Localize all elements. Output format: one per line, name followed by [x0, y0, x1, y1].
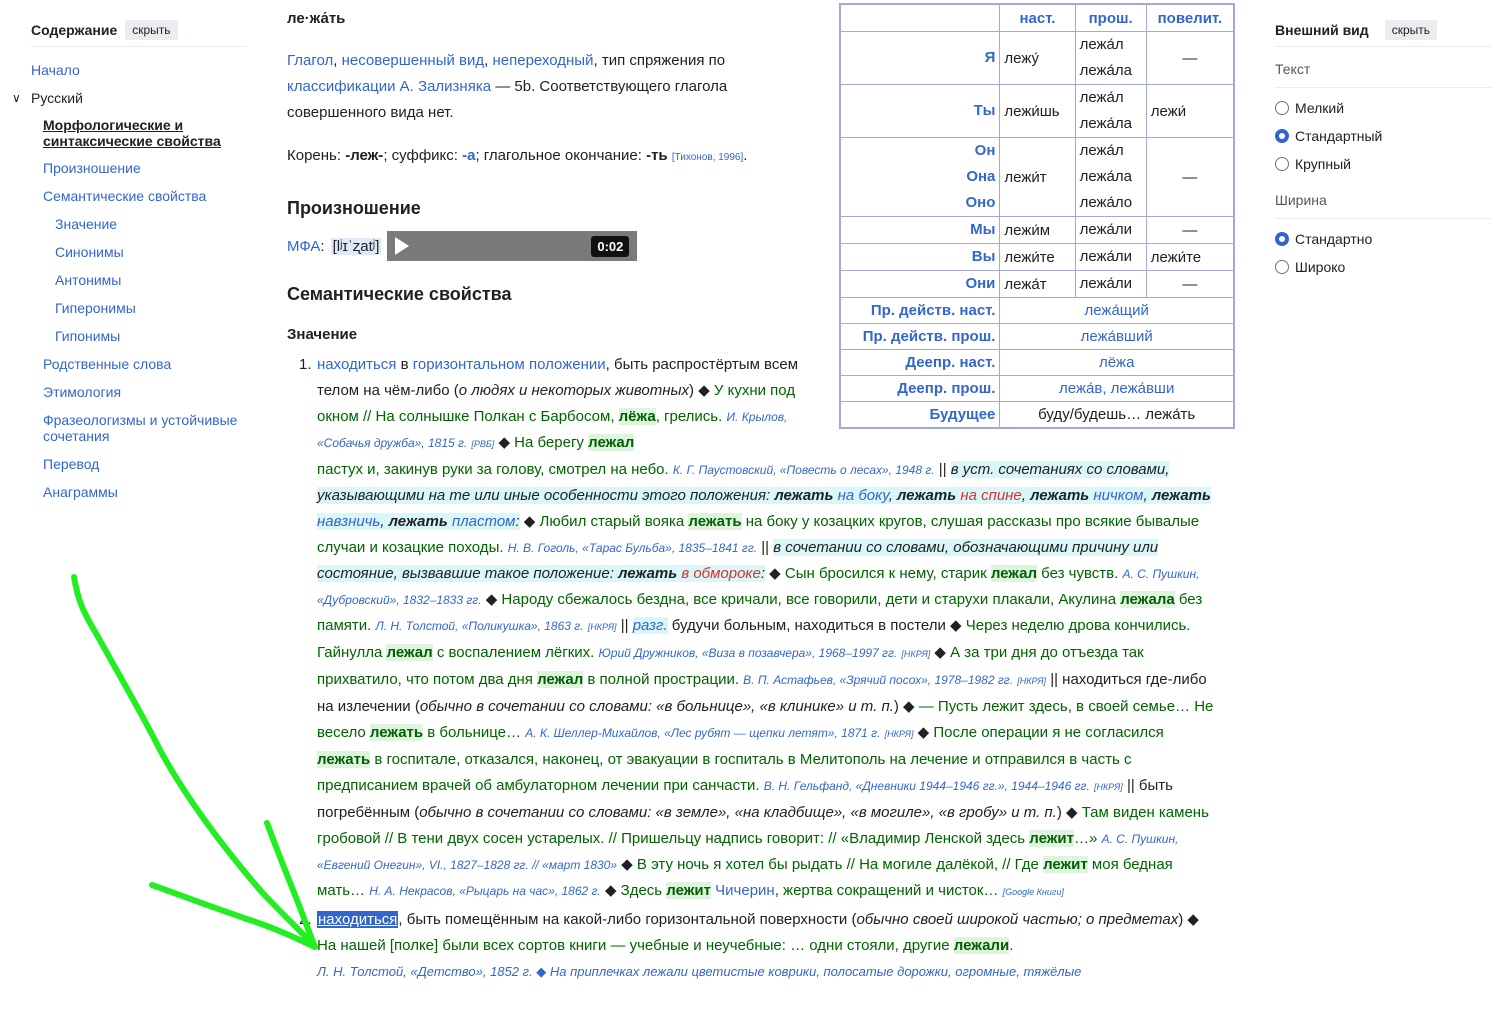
width-wide-option[interactable] [1275, 253, 1491, 281]
usage-note: о людях и некоторых животных [458, 382, 690, 399]
toc-item-russian[interactable] [12, 84, 247, 112]
example-text: моя бедная мать… [317, 856, 1173, 899]
example-highlight: лежать [317, 751, 371, 768]
form-value[interactable]: лежа́щий [1000, 298, 1234, 324]
example-highlight: лежит [1043, 856, 1088, 873]
citation[interactable]: Л. Н. Толстой, «Поликушка», 1863 г. [375, 619, 584, 633]
citation[interactable]: К. Г. Паустовский, «Повесть о лесах», 1948 г. [672, 463, 935, 477]
conjugation-header-row [840, 4, 1234, 32]
past-form [1075, 85, 1146, 138]
suffix-link[interactable]: -а [462, 147, 476, 164]
text: находиться где-либо на излечении ( [317, 671, 1207, 715]
example-text: с воспалением лёгких. [432, 644, 595, 661]
form-value[interactable]: лежа́вший [1000, 324, 1234, 350]
note-word: лежать [1030, 487, 1090, 504]
toc-item-hypernyms[interactable]: Гиперонимы [55, 300, 136, 316]
col-past: прош. [1075, 4, 1146, 32]
link-chicherin[interactable]: Чичерин [715, 882, 775, 899]
example [621, 882, 999, 899]
conjugation-row [840, 138, 1234, 217]
text-size-standard-option[interactable] [1275, 122, 1491, 150]
toc-item-hyponyms[interactable]: Гипонимы [55, 328, 121, 344]
example-highlight: лежит [666, 882, 711, 899]
example-text: Народу сбежалось бездна, все кричали, все говорили, дети и старухи плакали, Акулина [501, 591, 1121, 608]
form-row [840, 324, 1234, 350]
conjugation-body [840, 4, 1234, 428]
morpheme-line [287, 144, 827, 170]
form-row [840, 376, 1234, 402]
width-standard-option[interactable] [1275, 225, 1491, 253]
text: ) ◆ [689, 382, 714, 399]
text: ) ◆ [893, 698, 919, 715]
citation[interactable]: Н. В. Гоголь, «Тарас Бульба», 1835–1841 гг. [507, 541, 758, 555]
toc-item-translation[interactable]: Перевод [43, 456, 100, 472]
radio-small[interactable] [1275, 101, 1289, 115]
ipa-transcription: [lʲɪˈʐatʲ] [332, 237, 380, 255]
conjugation-row [840, 244, 1234, 271]
example-highlight: лежать [369, 724, 424, 741]
headword: ле·жа́ть [287, 10, 346, 27]
radio-label: Широко [1295, 259, 1346, 275]
root-morpheme: -леж- [345, 147, 384, 164]
example-highlight: лежал [537, 671, 584, 688]
form-value[interactable]: лежа́в, лежа́вши [1000, 376, 1234, 402]
example-text: У кухни под окном // На солнышке Полкан с Барбосом, [317, 382, 796, 425]
example [514, 434, 634, 451]
imperative-form: — [1146, 271, 1234, 298]
toc-item-etymology[interactable]: Этимология [43, 384, 122, 400]
conjugation-row [840, 271, 1234, 298]
definitions-list [299, 352, 1217, 985]
pronoun-cell [840, 85, 1000, 138]
example-text: На берегу [514, 434, 589, 451]
note-word: лежать [618, 565, 678, 582]
past-form [1075, 244, 1146, 271]
citation[interactable]: Юрий Дружников, «Виза в позавчера», 1968–1997 гг. [598, 646, 898, 660]
form-row [840, 350, 1234, 376]
text-size-small-option[interactable] [1275, 94, 1491, 122]
past-form [1075, 271, 1146, 298]
pronoun-label: Оно [965, 194, 996, 211]
pronoun-label: Ты [973, 102, 996, 119]
usage-note: обычно в сочетании со словами: «в больнице», «в клинике» и т. п. [419, 698, 894, 715]
source-ref[interactable]: [Тихонов, 1996] [671, 152, 744, 163]
pronoun-label: Я [984, 49, 996, 66]
toc-item-start[interactable]: Начало [31, 62, 80, 78]
note-word: лежать [388, 513, 448, 530]
toc-item-semantics[interactable]: Семантические свойства [43, 188, 207, 204]
definition-1-cont: пастух и, закинув руки за голову, смотрел на небо. К. Г. Паустовский, «Повесть о лесах», 1948 г. || в уст. сочетаниях со словами, указывающими на те или иные особенности этого положения: лежать на боку, лежать на спине, лежать ничком, лежать навзничь, лежать пластом: ◆ Любил старый вояка лежать на боку у козацких кругов, слушая рассказы про всякие бывалые случаи и козацкие походы. Н. В. Гоголь, «Тарас Бульба», 1835–1841 гг. || в сочетании со словами, обозначающими причину или состояние, вызвавшие такое положение: лежать в обмороке: ◆ Сын бросился к нему, старик лежал без чувств. А. С. Пушкин, «Дубровский», 1832–1833 гг. ◆ Народу сбежалось бездна, все кричали, все говорили, дети и старухи плакали, Акулина лежала без памяти. Л. Н. Толстой, «Поликушка», 1863 г. [НКРЯ] || разг. будучи больным, находиться в постели ◆ Через неделю дрова кончились. Гайнулла лежал с воспалением лёгких. Юрий Дружников, «Виза в позавчера», 1968–1997 гг. [НКРЯ] ◆ А за три дня до отъезда так прихватило, что потом два дня лежал в полной прострации. В. П. Астафьев, «Зрячий посох», 1978–1982 гг. [НКРЯ] || находиться где-либо на излечении (обычно в сочетании со словами: «в больнице», «в клинике» и т. п.) ◆ — Пусть лежит здесь, в своей семье… Не весело лежать в больнице… А. К. Шеллер-Михайлов, «Лес рубят — щепки летят», 1871 г. [НКРЯ] ◆ После операции я не согласился лежать в госпитале, отказался, наконец, от эвакуации в госпиталь в Мелитополь на лечение и отправился в часть с предписанием врачей об амбулаторном лечении при санчасти. В. Н. Гельфанд, «Дневники 1944–1946 гг.», 1944–1946 гг. [НКРЯ] || быть погребённым (обычно в сочетании со словами: «в земле», «на кладбище», «в могиле», «в гробу» и т. п.) ◆ Там виден камень гробовой // В тени двух сосен устарелых. // Пришельцу надпись говорит: // «Владимир Ленской здесь лежит…» А. С. Пушкин, «Евгений Онегин», VI., 1827–1828 гг. // «март 1830» ◆ В эту ночь я хотел бы рыдать // На могиле далёкой, // Где лежит моя бедная мать… Н. А. Некрасов, «Рыцарь на час», 1862 г. ◆ Здесь лежит Чичерин, жертва сокращений и чисток… [Google Книги] [317, 461, 1214, 899]
ipa-link[interactable]: МФА [287, 237, 321, 255]
definition-number: 2. [299, 911, 312, 928]
grammar-intro: Глагол, несовершенный вид, непереходный, тип спряжения по классификации А. Зализняка — 5b. Соответствующего глагола совершенного вида нет. [287, 52, 728, 121]
present-form: лежи́м [1000, 217, 1075, 244]
toc-item-idioms[interactable]: Фразеологизмы и устойчивые сочетания [43, 412, 238, 444]
pronoun-label: Мы [970, 221, 996, 238]
audio-duration: 0:02 [591, 236, 629, 257]
form-label: Деепр. прош. [840, 376, 1000, 402]
text: ; глагольное окончание: [475, 147, 647, 164]
toc-title: Содержание [31, 22, 118, 38]
text: Корень: [287, 147, 346, 164]
citation-source[interactable]: [НКРЯ] [1017, 676, 1047, 686]
citation-source[interactable]: [НКРЯ] [884, 729, 914, 739]
arrow-icon [74, 577, 315, 947]
past-form [1075, 138, 1146, 217]
example-text: В эту ночь я хотел бы рыдать // На могиле далёкой, // Где [636, 856, 1044, 873]
radio-large[interactable] [1275, 157, 1289, 171]
citation[interactable]: В. П. Астафьев, «Зрячий посох», 1978–1982 гг. [743, 673, 1014, 687]
past-form-line: лежа́ли [1079, 248, 1133, 265]
link-horizontal[interactable]: горизонтальном положении [412, 356, 606, 373]
radio-label: Стандартно [1295, 231, 1373, 247]
toc-item-anagrams[interactable]: Анаграммы [43, 484, 118, 500]
pronoun-cell [840, 244, 1000, 271]
text: — 5b. Соответствующего глагола совершенного вида нет. [287, 78, 728, 121]
example-highlight: лежал [990, 565, 1037, 582]
example-text: в госпитале, отказался, наконец, от эвакуации в госпиталь в Мелитополь на лечение и отправился в часть с предписанием врачей об амбулаторном лечении при санчасти. [317, 751, 1132, 794]
link-navznich[interactable]: навзничь [317, 513, 381, 530]
present-form: лежа́т [1000, 271, 1075, 298]
pronoun-label: Он [974, 142, 996, 159]
usage-note: в уст. сочетаниях со словами, указывающими на те или иные особенности этого положения: лежать на боку, лежать на спине, лежать ничком, лежать навзничь, лежать пластом: [317, 461, 1211, 530]
conjugation-row [840, 32, 1234, 85]
example-text: После операции я не согласился [933, 724, 1164, 741]
chevron-down-icon[interactable]: ∨ [12, 91, 21, 105]
usage-note: в сочетании со словами, обозначающими причину или состояние, вызвавшие такое положение: лежать в обмороке: [317, 539, 1159, 582]
link-razg[interactable]: разг. [632, 617, 668, 634]
note-text: в сочетании со словами, обозначающими причину или состояние, вызвавшие такое положение: [317, 539, 1159, 582]
past-form-line: лежа́ла [1079, 115, 1132, 132]
form-label: Пр. действ. наст. [840, 298, 1000, 324]
form-label: Будущее [840, 402, 1000, 429]
form-row [840, 298, 1234, 324]
pronoun-cell [840, 138, 1000, 217]
text: , тип спряжения по [593, 52, 726, 69]
example-text: , жертва сокращений и чисток… [774, 882, 999, 899]
note-text: в уст. сочетаниях со словами, указывающими на те или иные особенности этого положения: [317, 461, 1170, 504]
ending-morpheme: -ть [646, 147, 668, 164]
example-highlight: лежал [386, 644, 433, 661]
toc-item-related[interactable]: Родственные слова [43, 356, 172, 372]
width-group-label: Ширина [1275, 192, 1491, 219]
example-text: Там виден камень гробовой // В тени двух сосен устарелых. // Пришельцу надпись говорит: // «Владимир Ленской здесь [317, 804, 1209, 847]
present-form: лежи́те [1000, 244, 1075, 271]
example-highlight: лежала [1120, 591, 1175, 608]
conjugation-table [839, 3, 1235, 429]
play-icon[interactable] [395, 237, 409, 255]
toc-item-morphology[interactable]: Морфологические и синтаксические свойства [43, 117, 221, 149]
present-form: лежи́т [1000, 138, 1075, 217]
link-na-spine[interactable]: на спине [960, 487, 1022, 504]
toc-header [31, 14, 247, 47]
text-size-group-label: Текст [1275, 61, 1491, 88]
link-nichkom[interactable]: ничком [1093, 487, 1144, 504]
example-highlight: лежали [953, 937, 1010, 954]
pronoun-cell [840, 217, 1000, 244]
toc-item-pronunciation[interactable]: Произношение [43, 160, 141, 176]
past-form-line: лежа́ли [1079, 275, 1133, 292]
text: ) ◆ [1178, 911, 1199, 928]
link-imperfective[interactable]: несовершенный вид [341, 52, 485, 69]
heading-meaning: Значение [287, 326, 358, 343]
imperative-form: — [1146, 217, 1234, 244]
citation[interactable]: Н. А. Некрасов, «Рыцарь на час», 1862 г. [369, 884, 601, 898]
toc-item-label: Русский [31, 90, 83, 106]
text: . [743, 147, 748, 164]
usage-note: обычно своей широкой частью; о предметах [856, 911, 1179, 928]
citation[interactable]: И. Крылов, «Собачья дружба», 1815 г. [317, 410, 788, 450]
example-highlight: лежал [588, 434, 635, 451]
text: ; суффикс: [383, 147, 463, 164]
citation[interactable]: Л. Н. Толстой, «Детство», 1852 г. ◆ На приплечках лежали цветистые коврики, полосатые дорожки, огромные, тяжёлые [317, 964, 1082, 979]
radio-width-wide[interactable] [1275, 260, 1289, 274]
example-text: в больнице… [423, 724, 522, 741]
link-zaliznyak[interactable]: классификации А. Зализняка [287, 78, 492, 95]
arrow-shaft [74, 577, 315, 947]
example-text: Сын бросился к нему, старик [784, 565, 991, 582]
appearance-hide-button[interactable]: скрыть [1385, 20, 1437, 40]
past-form-line: лежа́л [1079, 89, 1124, 106]
link-plastom[interactable]: пластом [451, 513, 516, 530]
example-text: …» [1073, 830, 1098, 847]
imperative-form: лежи́те [1146, 244, 1234, 271]
example-highlight: лежит [1029, 830, 1074, 847]
citation-source[interactable]: [Google Книги] [1002, 887, 1064, 897]
example-text: На нашей [полке] были всех сортов книги — учебные и неучебные: … одни стояли, другие [317, 937, 954, 954]
pronoun-label: Она [966, 168, 996, 185]
example-text: , грелись. [655, 408, 723, 425]
past-form-line: лежа́ла [1079, 168, 1132, 185]
example [317, 937, 1013, 954]
link-intransitive[interactable]: непереходный [492, 52, 594, 69]
citation-source[interactable]: [НКРЯ] [901, 649, 931, 659]
link-verb[interactable]: Глагол [287, 52, 334, 69]
conjugation-row [840, 85, 1234, 138]
form-value[interactable]: буду/будешь… лежа́ть [1000, 402, 1234, 429]
citation[interactable]: В. Н. Гельфанд, «Дневники 1944–1946 гг.», 1944–1946 гг. [763, 779, 1090, 793]
citation[interactable]: А. С. Пушкин, «Евгений Онегин», VI., 1827–1828 гг. // «март 1830» [317, 832, 1179, 872]
toc-item-antonyms[interactable]: Антонимы [55, 272, 122, 288]
pronoun-cell [840, 32, 1000, 85]
past-form-line: лежа́ла [1079, 62, 1132, 79]
appearance-header [1275, 14, 1491, 47]
toc-item-synonyms[interactable]: Синонимы [55, 244, 124, 260]
audio-player[interactable] [387, 231, 637, 261]
conjugation-row [840, 217, 1234, 244]
citation-source[interactable]: [НКРЯ] [1093, 782, 1123, 792]
arrow-head-left [152, 885, 315, 947]
past-form-line: лежа́ло [1079, 194, 1133, 211]
text: ) ◆ [1056, 804, 1082, 821]
pronoun-cell [840, 271, 1000, 298]
imperative-form: — [1146, 138, 1234, 217]
citation-source[interactable]: [РВБ] [471, 439, 495, 449]
definition-1: 1. находиться в горизонтальном положении, быть распростёртым всем телом на чём-либо (о людях и некоторых животных) ◆ У кухни под окном // На солнышке Полкан с Барбосом, лёжа, грелись. И. Крылов, «Собачья дружба», 1815 г. [РВБ] ◆ На берегу лежал [317, 352, 817, 457]
radio-label: Стандартный [1295, 128, 1383, 144]
example-highlight: лежать [688, 513, 742, 530]
example-text: Через неделю дрова кончились. Гайнулла [317, 617, 1191, 661]
col-present: наст. [1000, 4, 1075, 32]
form-row [840, 402, 1234, 429]
imperative-form: лежи́ [1146, 85, 1234, 138]
definition-number: 1. [299, 356, 312, 373]
text: будучи больным, находиться в постели ◆ [667, 617, 966, 634]
link-na-boku[interactable]: на боку [837, 487, 889, 504]
imperative-form: — [1146, 32, 1234, 85]
example-text: — Пусть лежит здесь, в своей семье… Не весело [317, 698, 1214, 741]
radio-label: Крупный [1295, 156, 1351, 172]
toc-list [12, 56, 247, 506]
ipa-row: МФА: [lʲɪˈʐatʲ] 0:02 [287, 231, 637, 261]
example-text: без памяти. [317, 591, 1203, 634]
example-text: Здесь [620, 882, 667, 899]
usage-note: обычно в сочетании со словами: «в земле», «на кладбище», «в могиле», «в гробу» и т. п. [419, 804, 1057, 821]
form-label: Пр. действ. прош. [840, 324, 1000, 350]
radio-width-standard[interactable] [1275, 232, 1289, 246]
text: быть погребённым ( [317, 777, 1173, 821]
heading-semantics: Семантические свойства [287, 284, 512, 304]
corner-cell [840, 4, 1000, 32]
toc-item-meaning[interactable]: Значение [55, 216, 118, 232]
form-value[interactable]: лёжа [1000, 350, 1234, 376]
radio-label: Мелкий [1295, 100, 1345, 116]
text: , быть распростёртым всем телом на чём-либо ( [317, 356, 799, 399]
note-word: лежать [1151, 487, 1211, 504]
link-nahoditsya-selected[interactable]: находиться [318, 911, 398, 928]
example-text: . [1009, 937, 1014, 954]
pronoun-label: Вы [971, 248, 996, 265]
link-nahoditsya[interactable]: находиться [317, 356, 397, 373]
col-imperative: повелит. [1146, 4, 1234, 32]
past-form-line: лежа́ли [1079, 221, 1133, 238]
definition-2 [299, 907, 1217, 985]
note-word: лежать [897, 487, 957, 504]
toc-hide-button[interactable]: скрыть [125, 20, 177, 40]
past-form-line: лежа́л [1079, 142, 1124, 159]
example-text: А за три дня до отъезда так прихватило, что потом два дня [317, 644, 1144, 688]
radio-standard[interactable] [1275, 129, 1289, 143]
text: в [396, 356, 413, 373]
appearance-panel [1275, 14, 1491, 281]
text: , быть помещённым на какой-либо горизонтальной поверхности ( [398, 911, 857, 928]
form-label: Деепр. наст. [840, 350, 1000, 376]
heading-pronunciation: Произношение [287, 198, 421, 218]
present-form: лежи́шь [1000, 85, 1075, 138]
present-form: лежу́ [1000, 32, 1075, 85]
citation[interactable]: А. С. Пушкин, «Дубровский», 1832–1833 гг. [317, 567, 1200, 607]
example-text: на боку у козацких кругов, слушая рассказы про всякие бывалые случаи и козацкие походы. [317, 513, 1200, 556]
example-text: пастух и, закинув руки за голову, смотрел на небо. [317, 461, 669, 478]
text-size-large-option[interactable] [1275, 150, 1491, 178]
example-text: Любил старый вояка [539, 513, 689, 530]
example [785, 565, 1118, 582]
example-text: без чувств. [1037, 565, 1119, 582]
past-form [1075, 217, 1146, 244]
link-v-obmoroke[interactable]: в обмороке [681, 565, 761, 582]
citation[interactable]: А. К. Шеллер-Михайлов, «Лес рубят — щепки летят», 1871 г. [525, 726, 881, 740]
past-form-line: лежа́л [1079, 36, 1124, 53]
citation-source[interactable]: [НКРЯ] [587, 622, 617, 632]
example-highlight: лёжа [618, 408, 656, 425]
past-form [1075, 32, 1146, 85]
note-word: лежать [774, 487, 834, 504]
appearance-title: Внешний вид [1275, 22, 1369, 38]
example-text: в полной прострации. [583, 671, 739, 688]
pronoun-label: Они [965, 275, 996, 292]
table-of-contents [12, 14, 247, 506]
